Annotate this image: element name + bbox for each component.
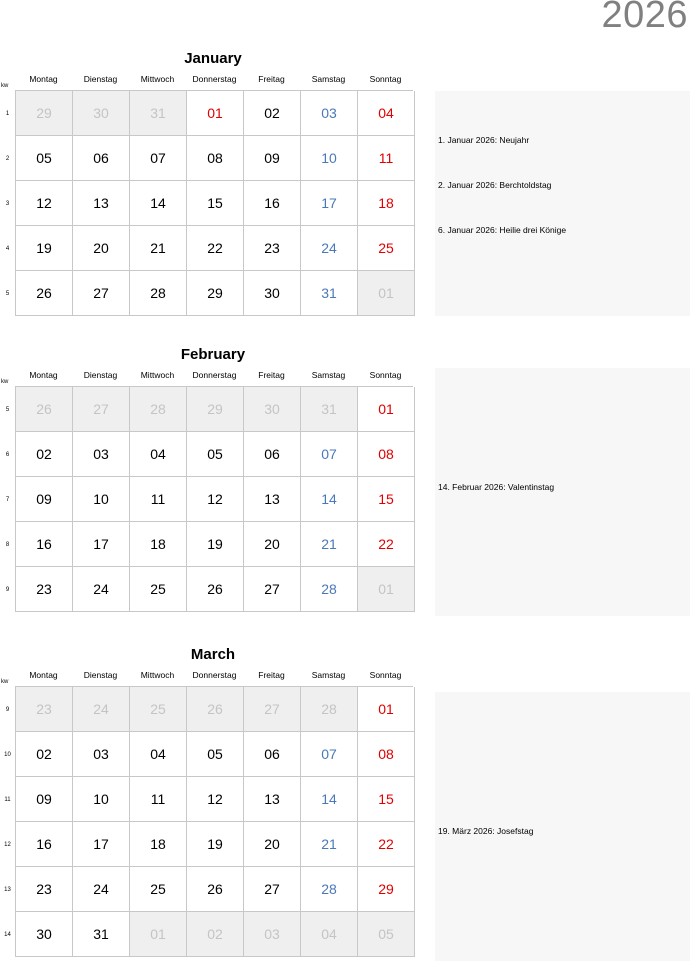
- week-row: [5, 181, 413, 226]
- day-cell-other-month[interactable]: 05: [358, 912, 415, 957]
- day-cell[interactable]: 25: [358, 226, 415, 271]
- weekday-label: Donnerstag: [192, 670, 237, 680]
- week-row: [4, 732, 413, 777]
- day-cell[interactable]: 21: [301, 822, 358, 867]
- day-cell[interactable]: 29: [187, 271, 244, 316]
- day-cell-other-month[interactable]: 30: [244, 387, 301, 432]
- day-cell[interactable]: 01: [358, 387, 415, 432]
- weekday-label: Sonntag: [369, 74, 402, 84]
- month-grid: [5, 386, 413, 612]
- day-cell[interactable]: 12: [16, 181, 73, 226]
- day-cell[interactable]: 05: [187, 732, 244, 777]
- day-cell[interactable]: 15: [358, 777, 415, 822]
- day-cell[interactable]: 10: [73, 777, 130, 822]
- day-cell[interactable]: 14: [130, 181, 187, 226]
- day-cell[interactable]: 11: [130, 777, 187, 822]
- week-number: 5: [5, 406, 10, 413]
- week-row: [4, 867, 413, 912]
- weekday-label: Samstag: [311, 670, 346, 680]
- weekday-label: Mittwoch: [140, 370, 175, 380]
- weekday-label: Mittwoch: [140, 670, 175, 680]
- day-cell[interactable]: 26: [187, 567, 244, 612]
- day-cell[interactable]: 18: [358, 181, 415, 226]
- weekday-label: Montag: [29, 74, 58, 84]
- day-cell[interactable]: 14: [301, 477, 358, 522]
- week-number: 9: [5, 706, 10, 713]
- day-cell[interactable]: 17: [301, 181, 358, 226]
- day-cell[interactable]: 17: [73, 822, 130, 867]
- holiday-notes: [435, 692, 690, 961]
- day-cell[interactable]: 13: [244, 777, 301, 822]
- day-cell[interactable]: 06: [244, 732, 301, 777]
- day-cell[interactable]: 19: [16, 226, 73, 271]
- week-row: [5, 226, 413, 271]
- weekday-label: Dienstag: [83, 670, 118, 680]
- day-cell[interactable]: 28: [301, 567, 358, 612]
- week-row: [4, 912, 413, 957]
- day-cell[interactable]: 12: [187, 477, 244, 522]
- week-number: 1: [5, 110, 10, 117]
- day-cell-other-month[interactable]: 02: [187, 912, 244, 957]
- weekday-header: [15, 370, 412, 384]
- weekday-label: Freitag: [258, 670, 285, 680]
- day-cell[interactable]: 24: [73, 567, 130, 612]
- day-cell[interactable]: 08: [358, 432, 415, 477]
- week-row: [5, 477, 413, 522]
- week-number: 6: [5, 451, 10, 458]
- week-row: [5, 567, 413, 612]
- day-cell-other-month[interactable]: 27: [73, 387, 130, 432]
- weekday-label: Montag: [29, 370, 58, 380]
- day-cell-other-month[interactable]: 25: [130, 687, 187, 732]
- day-cell[interactable]: 26: [16, 271, 73, 316]
- day-cell[interactable]: 14: [301, 777, 358, 822]
- holiday-note: 6. Januar 2026: Heilie drei Könige: [438, 225, 567, 235]
- week-number: 14: [4, 931, 11, 938]
- day-cell[interactable]: 20: [244, 822, 301, 867]
- weekday-label: Mittwoch: [140, 74, 175, 84]
- day-cell-other-month[interactable]: 01: [358, 271, 415, 316]
- month-title: January: [184, 50, 242, 67]
- weekday-header: [15, 670, 412, 684]
- day-cell[interactable]: 24: [73, 867, 130, 912]
- day-cell[interactable]: 19: [187, 522, 244, 567]
- holiday-note: 2. Januar 2026: Berchtoldstag: [438, 180, 552, 190]
- day-cell[interactable]: 13: [73, 181, 130, 226]
- week-row: [4, 822, 413, 867]
- week-row: [5, 522, 413, 567]
- day-cell[interactable]: 26: [187, 867, 244, 912]
- kw-label: kw: [1, 679, 9, 685]
- day-cell[interactable]: 18: [130, 522, 187, 567]
- day-cell[interactable]: 02: [16, 432, 73, 477]
- week-number: 7: [5, 496, 10, 503]
- day-cell[interactable]: 15: [187, 181, 244, 226]
- week-number: 2: [5, 155, 10, 162]
- week-number: 3: [5, 200, 10, 207]
- day-cell[interactable]: 01: [358, 687, 415, 732]
- day-cell[interactable]: 24: [301, 226, 358, 271]
- day-cell[interactable]: 21: [130, 226, 187, 271]
- day-cell[interactable]: 16: [16, 522, 73, 567]
- day-cell[interactable]: 27: [244, 567, 301, 612]
- day-cell[interactable]: 15: [358, 477, 415, 522]
- day-cell[interactable]: 30: [16, 912, 73, 957]
- day-cell-other-month[interactable]: 04: [301, 912, 358, 957]
- day-cell-other-month[interactable]: 23: [16, 687, 73, 732]
- week-number: 8: [5, 541, 10, 548]
- holiday-note: 1. Januar 2026: Neujahr: [438, 135, 530, 145]
- day-cell[interactable]: 22: [358, 522, 415, 567]
- day-cell-other-month[interactable]: 30: [73, 91, 130, 136]
- day-cell[interactable]: 04: [130, 432, 187, 477]
- weekday-label: Sonntag: [369, 670, 402, 680]
- day-cell[interactable]: 07: [130, 136, 187, 181]
- weekday-label: Donnerstag: [192, 370, 237, 380]
- week-number: 13: [4, 886, 11, 893]
- week-row: [5, 91, 413, 136]
- month-title: February: [180, 346, 246, 363]
- day-cell[interactable]: 03: [73, 432, 130, 477]
- week-row: [5, 136, 413, 181]
- day-cell-other-month[interactable]: 29: [187, 387, 244, 432]
- day-cell[interactable]: 06: [73, 136, 130, 181]
- day-cell[interactable]: 27: [244, 867, 301, 912]
- day-cell[interactable]: 28: [130, 271, 187, 316]
- day-cell[interactable]: 21: [301, 522, 358, 567]
- day-cell[interactable]: 03: [73, 732, 130, 777]
- day-cell[interactable]: 05: [16, 136, 73, 181]
- day-cell[interactable]: 29: [358, 867, 415, 912]
- day-cell-other-month[interactable]: 03: [244, 912, 301, 957]
- weekday-label: Montag: [29, 670, 58, 680]
- day-cell[interactable]: 09: [16, 477, 73, 522]
- weekday-label: Freitag: [258, 74, 285, 84]
- day-cell[interactable]: 31: [73, 912, 130, 957]
- day-cell[interactable]: 08: [358, 732, 415, 777]
- day-cell[interactable]: 20: [73, 226, 130, 271]
- year-title: 2026: [601, 0, 688, 36]
- day-cell[interactable]: 13: [244, 477, 301, 522]
- day-cell-other-month[interactable]: 31: [301, 387, 358, 432]
- day-cell[interactable]: 06: [244, 432, 301, 477]
- holiday-note: 14. Februar 2026: Valentinstag: [438, 482, 555, 492]
- week-row: [5, 432, 413, 477]
- day-cell[interactable]: 02: [244, 91, 301, 136]
- week-row: [5, 387, 413, 432]
- day-cell[interactable]: 10: [73, 477, 130, 522]
- day-cell[interactable]: 23: [16, 567, 73, 612]
- weekday-label: Freitag: [258, 370, 285, 380]
- day-cell[interactable]: 27: [73, 271, 130, 316]
- day-cell[interactable]: 20: [244, 522, 301, 567]
- week-number: 10: [4, 751, 11, 758]
- day-cell[interactable]: 23: [244, 226, 301, 271]
- day-cell[interactable]: 30: [244, 271, 301, 316]
- weekday-label: Samstag: [311, 74, 346, 84]
- day-cell-other-month[interactable]: 01: [358, 567, 415, 612]
- day-cell-other-month[interactable]: 28: [301, 687, 358, 732]
- holiday-note: 19. März 2026: Josefstag: [438, 826, 534, 836]
- week-number: 12: [4, 841, 11, 848]
- holiday-notes: [435, 368, 690, 616]
- day-cell[interactable]: 07: [301, 432, 358, 477]
- week-number: 4: [5, 245, 10, 252]
- day-cell[interactable]: 09: [16, 777, 73, 822]
- day-cell-other-month[interactable]: 26: [187, 687, 244, 732]
- day-cell[interactable]: 10: [301, 136, 358, 181]
- day-cell[interactable]: 05: [187, 432, 244, 477]
- weekday-header: [15, 74, 412, 88]
- day-cell-other-month[interactable]: 29: [16, 91, 73, 136]
- day-cell[interactable]: 22: [358, 822, 415, 867]
- weekday-label: Dienstag: [83, 74, 118, 84]
- week-number: 5: [5, 290, 10, 297]
- kw-label: kw: [1, 379, 9, 385]
- day-cell-other-month[interactable]: 27: [244, 687, 301, 732]
- day-cell[interactable]: 16: [16, 822, 73, 867]
- day-cell[interactable]: 31: [301, 271, 358, 316]
- day-cell[interactable]: 11: [130, 477, 187, 522]
- weekday-label: Sonntag: [369, 370, 402, 380]
- day-cell[interactable]: 03: [301, 91, 358, 136]
- day-cell[interactable]: 23: [16, 867, 73, 912]
- week-row: [5, 271, 413, 316]
- month-grid: [4, 686, 413, 957]
- day-cell[interactable]: 08: [187, 136, 244, 181]
- day-cell-other-month[interactable]: 31: [130, 91, 187, 136]
- day-cell[interactable]: 09: [244, 136, 301, 181]
- day-cell[interactable]: 12: [187, 777, 244, 822]
- month-grid: [5, 90, 413, 316]
- day-cell[interactable]: 17: [73, 522, 130, 567]
- day-cell[interactable]: 18: [130, 822, 187, 867]
- day-cell[interactable]: 07: [301, 732, 358, 777]
- week-number: 11: [4, 796, 11, 803]
- day-cell[interactable]: 02: [16, 732, 73, 777]
- holiday-notes: [435, 91, 690, 316]
- weekday-label: Samstag: [311, 370, 346, 380]
- day-cell[interactable]: 01: [187, 91, 244, 136]
- day-cell[interactable]: 04: [358, 91, 415, 136]
- day-cell-other-month[interactable]: 26: [16, 387, 73, 432]
- week-row: [4, 777, 413, 822]
- day-cell[interactable]: 16: [244, 181, 301, 226]
- day-cell-other-month[interactable]: 01: [130, 912, 187, 957]
- day-cell[interactable]: 25: [130, 567, 187, 612]
- week-row: [5, 687, 413, 732]
- day-cell[interactable]: 04: [130, 732, 187, 777]
- day-cell-other-month[interactable]: 28: [130, 387, 187, 432]
- day-cell[interactable]: 22: [187, 226, 244, 271]
- kw-label: kw: [1, 83, 9, 89]
- day-cell[interactable]: 28: [301, 867, 358, 912]
- day-cell[interactable]: 11: [358, 136, 415, 181]
- day-cell[interactable]: 25: [130, 867, 187, 912]
- weekday-label: Donnerstag: [192, 74, 237, 84]
- weekday-label: Dienstag: [83, 370, 118, 380]
- month-title: March: [190, 646, 236, 663]
- day-cell-other-month[interactable]: 24: [73, 687, 130, 732]
- week-number: 9: [5, 586, 10, 593]
- day-cell[interactable]: 19: [187, 822, 244, 867]
